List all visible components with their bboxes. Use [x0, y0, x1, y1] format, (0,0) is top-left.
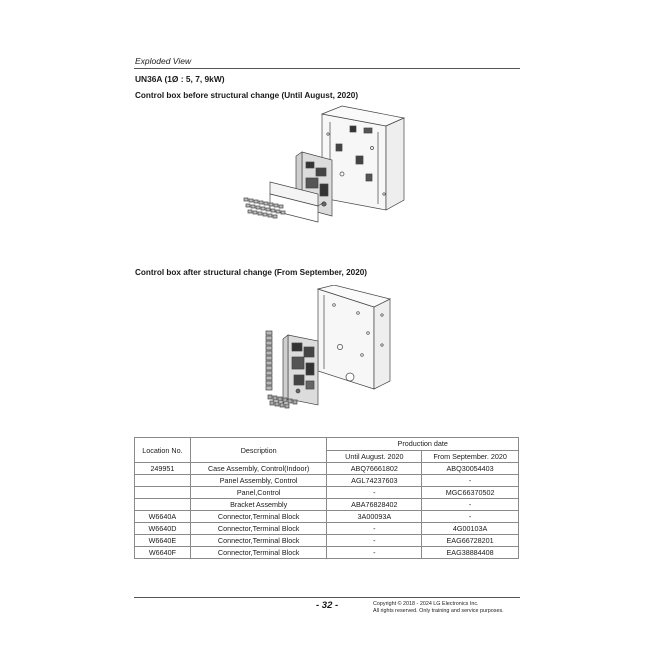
location-cell: [135, 475, 191, 487]
until-header: Until August. 2020: [327, 450, 422, 463]
until-cell: ABA76828402: [327, 499, 422, 511]
location-cell: W6640E: [135, 535, 191, 547]
from-cell: MGC66370502: [422, 487, 519, 499]
until-cell: -: [327, 547, 422, 559]
description-cell: Bracket Assembly: [190, 499, 327, 511]
parts-table: [134, 437, 519, 559]
description-cell: Connector,Terminal Block: [190, 523, 327, 535]
production-date-header: Production date: [327, 438, 519, 451]
from-cell: -: [422, 475, 519, 487]
model-heading: UN36A (1Ø : 5, 7, 9kW): [135, 74, 225, 84]
table-row: [135, 535, 519, 547]
until-cell: -: [327, 523, 422, 535]
description-cell: Connector,Terminal Block: [190, 535, 327, 547]
location-cell: W6640A: [135, 511, 191, 523]
location-cell: 249951: [135, 463, 191, 475]
location-cell: [135, 499, 191, 511]
table-row: [135, 463, 519, 475]
from-cell: ABQ30054403: [422, 463, 519, 475]
description-cell: Case Assembly, Control(Indoor): [190, 463, 327, 475]
description-cell: Connector,Terminal Block: [190, 547, 327, 559]
control-box-after-diagram: [258, 285, 398, 415]
copyright-notice: [373, 601, 504, 615]
description-header: Description: [190, 438, 327, 463]
from-cell: EAG38884408: [422, 547, 519, 559]
after-figure-title: Control box after structural change (From September, 2020): [135, 268, 368, 277]
location-cell: [135, 487, 191, 499]
until-cell: 3A00093A: [327, 511, 422, 523]
footer-divider: [134, 597, 520, 598]
table-row: [135, 475, 519, 487]
table-row: [135, 547, 519, 559]
location-cell: W6640F: [135, 547, 191, 559]
from-header: From September. 2020: [422, 450, 519, 463]
copyright-line-2: All rights reserved. Only training and service purposes.: [373, 608, 504, 614]
before-figure-title: Control box before structural change (Until August, 2020): [135, 91, 359, 100]
location-header: Location No.: [135, 438, 191, 463]
table-row: [135, 511, 519, 523]
table-row: [135, 487, 519, 499]
table-row: [135, 523, 519, 535]
until-cell: -: [327, 487, 422, 499]
copyright-line-1: Copyright © 2018 - 2024 LG Electronics Inc.: [373, 601, 479, 607]
description-cell: Connector,Terminal Block: [190, 511, 327, 523]
description-cell: Panel,Control: [190, 487, 327, 499]
header-divider: [134, 68, 520, 69]
section-title: Exploded View: [135, 56, 192, 66]
until-cell: ABQ76661802: [327, 463, 422, 475]
from-cell: -: [422, 499, 519, 511]
page-number: - 32 -: [316, 600, 339, 611]
table-row: [135, 499, 519, 511]
until-cell: AGL74237603: [327, 475, 422, 487]
from-cell: 4G00103A: [422, 523, 519, 535]
until-cell: -: [327, 535, 422, 547]
from-cell: EAG66728201: [422, 535, 519, 547]
control-box-before-diagram: [238, 104, 410, 240]
from-cell: -: [422, 511, 519, 523]
location-cell: W6640D: [135, 523, 191, 535]
description-cell: Panel Assembly, Control: [190, 475, 327, 487]
